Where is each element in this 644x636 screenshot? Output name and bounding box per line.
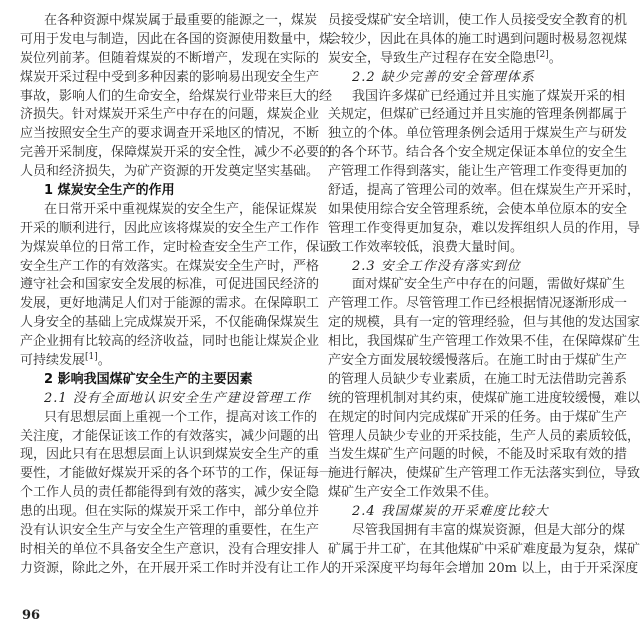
heading-text: 1 煤炭安全生产的作用	[44, 183, 175, 199]
heading-text: 2.4 我国煤炭的开采难度比较大	[352, 504, 549, 520]
heading-text: 2.2 缺少完善的安全管理体系	[352, 69, 535, 85]
section-2-3-heading	[328, 258, 612, 277]
text-line: 关规定，但煤矿已经通过并且实施的管理条例都属于	[328, 107, 628, 123]
text-line: 个工作人员的责任都能得到有效的落实，减少安全隐	[20, 485, 320, 501]
text-line: 人员和经济损失，为矿产资源的开发奠定坚实基础。	[20, 164, 320, 180]
text-line: 矿属于井工矿，在其他煤矿中采矿难度最为复杂，煤矿	[328, 541, 641, 557]
text-line: 炭位列前茅。但随着煤炭的不断增产，发现在实际的	[20, 50, 320, 66]
section-2-4-paragraph	[328, 522, 641, 579]
text-line: 舒适，提高了管理公司的效率。但在煤炭生产开采时，	[328, 183, 641, 199]
text-line: 完善开采制度，保障煤炭开采的安全性，减少不必要的	[20, 145, 333, 161]
text-line: 在各种资源中煤炭属于最重要的能源之一，煤炭	[44, 13, 318, 28]
text-line: 产管理工作得到落实，能让生产管理工作变得更加的	[328, 164, 628, 180]
page-number: 96	[22, 608, 41, 623]
text-line: 的开采深度平均每年会增加 20m 以上，由于开采深度	[328, 560, 639, 576]
left-column	[20, 12, 333, 579]
text-line: 事故，影响人们的生命安全，给煤炭行业带来巨大的经	[20, 88, 333, 104]
section-2-3-paragraph	[328, 276, 641, 503]
text-line	[20, 352, 303, 371]
text-line: 为煤炭单位的日常工作，定时检查安全生产工作，保证	[20, 239, 333, 255]
text-segment: 。	[97, 353, 111, 369]
text-line: 发展，更好地满足人们对于能源的需求。在保障职工	[20, 296, 320, 312]
text-line: 产安全方面发展较缓慢落后。在施工时由于煤矿生产	[328, 353, 628, 369]
text-line: 关注度，才能保证该工作的有效落实，减少问题的出	[20, 428, 320, 444]
text-line: 的各个环节。结合各个安全规定保证本单位的安全生	[328, 145, 628, 161]
text-line: 致工作效率较低，浪费大量时间。	[328, 239, 524, 255]
text-line: 应当按照安全生产的要求调查开采地区的情况，不断	[20, 126, 320, 142]
section-2-2-paragraph	[328, 88, 641, 258]
text-line: 只有思想层面上重视一个工作，提高对该工作的	[44, 409, 318, 425]
text-line: 在日常开采中重视煤炭的安全生产，能保证煤炭	[44, 201, 318, 217]
text-line: 煤炭开采过程中受到多种因素的影响易出现安全生产	[20, 69, 320, 85]
text-segment: 。	[548, 50, 562, 66]
text-line: 相比，我国煤矿生产管理工作效果不佳，在保障煤矿生	[328, 334, 641, 350]
text-line: 煤矿生产安全工作效果不佳。	[328, 485, 498, 501]
text-line: 患的出现。但在实际的煤炭开采工作中，部分单位并	[20, 504, 320, 520]
heading-text: 2.1 没有全面地认识安全生产建设管理工作	[44, 390, 311, 406]
text-segment: 可持续发展	[20, 353, 86, 369]
text-line: 会较少，因此在具体的施工时遇到问题时极易忽视煤	[328, 31, 628, 47]
section-2-4-heading	[328, 503, 612, 522]
text-line: 当发生煤矿生产问题的时候，不能及时采取有效的措	[328, 447, 628, 463]
right-column	[328, 12, 641, 579]
text-line: 产企业拥有比较高的经济收益，同时也能让煤炭企业	[20, 334, 320, 350]
text-line: 安全生产工作的有效落实。在煤炭安全生产时，严格	[20, 258, 320, 274]
text-line: 定的规模，具有一定的管理经验，但与其他的发达国家	[328, 315, 641, 331]
heading-text: 2 影响我国煤矿安全生产的主要因素	[44, 371, 253, 387]
text-line	[328, 50, 612, 69]
text-line: 管理人员缺少专业的开采技能，生产人员的素质较低，	[328, 428, 641, 444]
section-2-1-heading	[20, 390, 311, 409]
text-line: 我国许多煤矿已经通过并且实施了煤炭开采的相	[352, 88, 626, 104]
text-line: 力资源，除此之外，在开展开采工作时并没有让工作人	[20, 560, 333, 576]
text-line: 时相关的单位不具备安全生产意识，没有合理安排人	[20, 541, 320, 557]
section-1-heading	[20, 182, 303, 201]
text-line: 独立的个体。单位管理条例会适用于煤炭生产与研发	[328, 126, 628, 142]
section-2-1-paragraph-continued	[328, 12, 628, 69]
text-line: 尽管我国拥有丰富的煤炭资源，但是大部分的煤	[352, 523, 626, 539]
text-line: 人身安全的基础上完成煤炭开采，不仅能确保煤炭生	[20, 315, 320, 331]
text-line: 可用于发电与制造，因此在各国的资源使用数量中，煤	[20, 31, 333, 47]
text-line: 在规定的时间内完成煤矿开采的任务。由于煤矿生产	[328, 409, 628, 425]
text-line: 如果使用综合安全管理系统，会使本单位原本的安全	[328, 201, 628, 217]
text-line: 的管理人员缺少专业素质，在施工时无法借助完善系	[328, 371, 628, 387]
text-line: 面对煤矿安全生产中存在的问题，需做好煤矿生	[352, 277, 626, 293]
text-line: 产管理工作。尽管管理工作已经根据情况逐渐形成一	[328, 296, 628, 312]
text-line: 施进行解决，使煤矿生产管理工作无法落实到位，导致	[328, 466, 641, 482]
citation-marker: [1]	[85, 352, 98, 363]
text-line: 统的管理机制对其约束，使煤矿施工进度较缓慢，难以	[328, 390, 641, 406]
section-2-heading	[20, 371, 303, 390]
text-line: 员接受煤矿安全培训，使工作人员接受安全教育的机	[328, 13, 628, 28]
text-line: 现，因此只有在思想层面上认识到煤炭安全生产的重	[20, 447, 320, 463]
heading-text: 2.3 安全工作没有落实到位	[352, 258, 521, 274]
section-2-1-paragraph	[20, 409, 333, 579]
text-line: 要性，才能做好煤炭开采的各个环节的工作，保证每一	[20, 466, 333, 482]
text-line: 遵守社会和国家安全发展的标准，可促进国民经济的	[20, 277, 320, 293]
section-2-2-heading	[328, 69, 612, 88]
text-line: 济损失。针对煤炭开采生产中存在的问题，煤炭企业	[20, 107, 320, 123]
text-line: 开采的顺利进行，因此应该将煤炭的安全生产工作作	[20, 220, 320, 236]
text-segment: 炭安全，导致生产过程存在安全隐患	[328, 50, 537, 66]
citation-marker: [2]	[536, 49, 549, 60]
intro-paragraph	[20, 12, 333, 182]
section-1-paragraph	[20, 201, 333, 371]
text-line: 管理工作变得更加复杂，难以发挥组织人员的作用，导	[328, 220, 641, 236]
text-line: 没有认识安全生产与安全生产管理的重要性，在生产	[20, 523, 320, 539]
